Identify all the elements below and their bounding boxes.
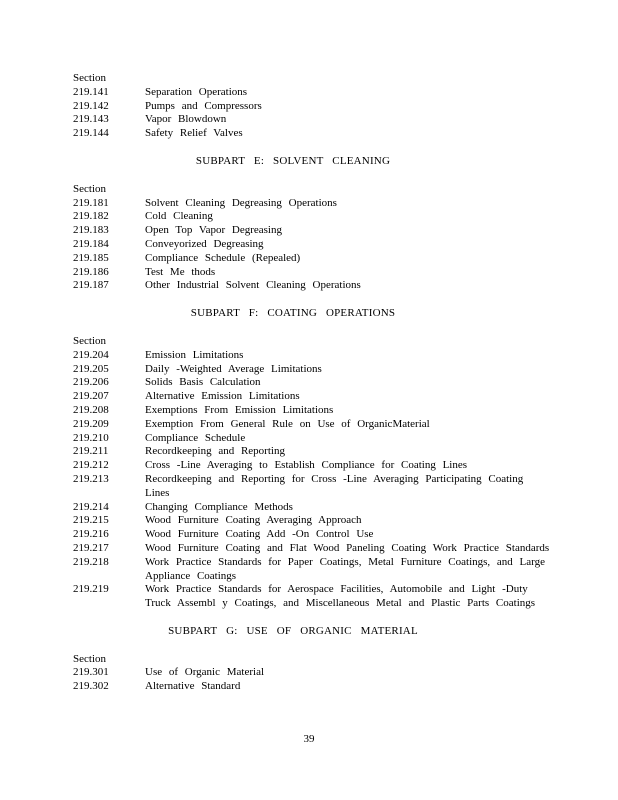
section-number: 219.213 [73,472,109,485]
section-number: 219.186 [73,265,109,278]
section-list [73,349,553,611]
section-number: 219.142 [73,99,109,112]
section-entry [73,86,553,100]
section-title: Solids Basis Calculation [145,376,261,389]
section-title: Emission Limitations [145,348,244,361]
section-block-subpart-f [73,335,553,611]
section-entry [73,501,553,515]
section-title: Pumps and Compressors [145,99,262,112]
section-number: 219.204 [73,348,109,361]
section-title: Alternative Emission Limitations [145,390,300,403]
section-title: Conveyorized Degreasing [145,237,264,250]
section-number: 219.212 [73,459,109,472]
section-entry [73,197,553,211]
section-number: 219.183 [73,224,109,237]
section-number: 219.181 [73,196,109,209]
section-number: 219.217 [73,541,109,554]
section-entry [73,238,553,252]
section-number: 219.215 [73,514,109,527]
section-title: Wood Furniture Coating Add -On Control Use [145,528,374,541]
subpart-e-heading: SUBPART E: SOLVENT CLEANING [195,154,391,167]
section-number: 219.219 [73,583,109,596]
section-list [73,86,553,141]
section-entry [73,514,553,528]
section-title: Exemption From General Rule on Use of OrganicMaterial [145,417,430,430]
section-block-subpart-g [73,653,553,694]
section-entry [73,224,553,238]
section-entry [73,680,553,694]
section-entry [73,445,553,459]
section-title: Wood Furniture Coating and Flat Wood Paneling Coating Work Practice Standards [145,541,550,554]
section-number: 219.144 [73,127,109,140]
section-block-separation [73,72,553,141]
section-title: Alternative Standard [145,680,241,693]
section-title: Separation Operations [145,85,248,98]
section-entry [73,556,553,584]
section-label: Section [73,72,106,84]
section-title: Compliance Schedule [145,431,246,444]
section-number: 219.143 [73,113,109,126]
section-title: Cross -Line Averaging to Establish Compliance for Coating Lines [145,459,468,472]
section-entry [73,252,553,266]
section-entry [73,127,553,141]
section-number: 219.211 [73,445,109,458]
page-number: 39 [303,733,315,745]
subpart-f-heading: SUBPART F: COATING OPERATIONS [190,307,396,320]
section-title: Recordkeeping and Reporting [145,445,285,458]
section-number: 219.184 [73,237,109,250]
section-number: 219.185 [73,251,109,264]
section-title: Changing Compliance Methods [145,500,293,513]
section-number: 219.210 [73,431,109,444]
section-entry [73,404,553,418]
section-number: 219.214 [73,500,109,513]
section-entry [73,459,553,473]
section-entry [73,666,553,680]
section-entry [73,473,553,501]
section-entry [73,390,553,404]
section-list [73,197,553,294]
section-title: Daily -Weighted Average Limitations [145,362,322,375]
section-title: Cold Cleaning [145,210,213,223]
section-entry [73,432,553,446]
section-number: 219.187 [73,279,109,292]
section-number: 219.208 [73,403,109,416]
section-entry [73,349,553,363]
section-entry [73,363,553,377]
subpart-g-heading: SUBPART G: USE OF ORGANIC MATERIAL [168,624,418,637]
section-number: 219.205 [73,362,109,375]
section-entry [73,279,553,293]
document-page [73,72,553,694]
section-title: Compliance Schedule (Repealed) [145,251,301,264]
section-list [73,666,553,694]
section-label: Section [73,652,106,665]
section-number: 219.216 [73,528,109,541]
section-title: Other Industrial Solvent Cleaning Operations [145,279,361,292]
section-label: Section [73,334,106,347]
section-number: 219.302 [73,680,109,693]
section-title: Exemptions From Emission Limitations [145,403,334,416]
section-number: 219.301 [73,666,109,679]
section-title: Work Practice Standards for Aerospace Facilities, Automobile and Light -Duty Truck Assembl y Coatings, and Miscellaneous Metal and Plastic Parts Coatings [145,583,536,610]
section-number: 219.209 [73,417,109,430]
section-number: 219.141 [73,85,109,98]
section-title: Open Top Vapor Degreasing [145,224,282,237]
section-title: Vapor Blowdown [145,113,227,126]
section-number: 219.182 [73,210,109,223]
section-title: Wood Furniture Coating Averaging Approach [145,514,362,527]
section-entry [73,113,553,127]
section-entry [73,418,553,432]
section-entry [73,542,553,556]
section-entry [73,583,553,611]
section-entry [73,266,553,280]
section-entry [73,376,553,390]
section-number: 219.207 [73,390,109,403]
section-title: Safety Relief Valves [145,127,243,140]
section-entry [73,100,553,114]
section-label: Section [73,182,106,195]
section-number: 219.218 [73,555,109,568]
section-title: Test Me thods [145,265,216,278]
section-entry [73,210,553,224]
section-title: Work Practice Standards for Paper Coatings, Metal Furniture Coatings, and Large Appliance Coatings [145,555,545,582]
section-block-subpart-e [73,183,553,293]
section-number: 219.206 [73,376,109,389]
section-title: Use of Organic Material [145,666,265,679]
section-title: Recordkeeping and Reporting for Cross -Line Averaging Participating Coating Lines [145,472,524,499]
section-entry [73,528,553,542]
section-title: Solvent Cleaning Degreasing Operations [145,196,337,209]
